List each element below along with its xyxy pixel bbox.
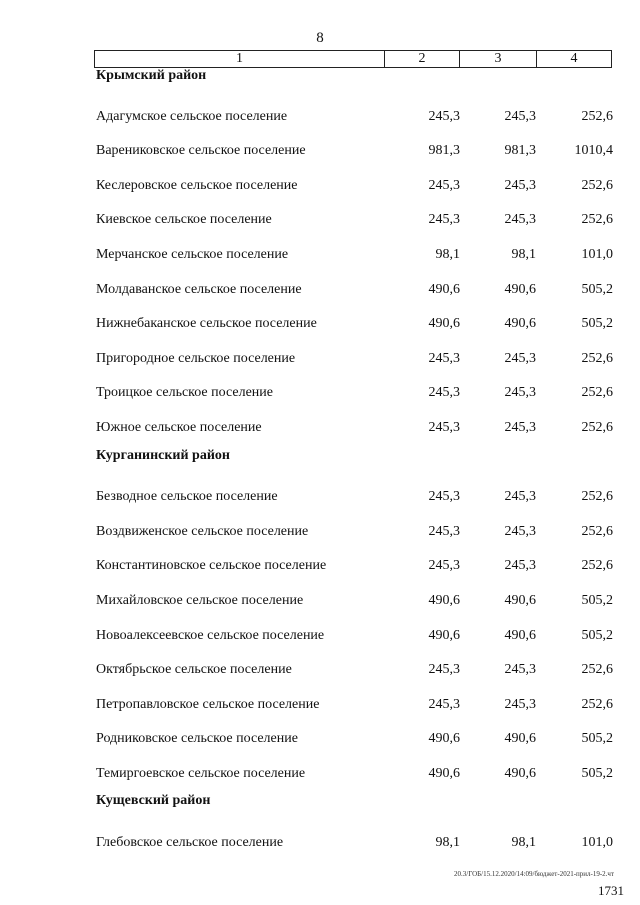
table-row [0, 826, 640, 861]
table-row [0, 411, 640, 446]
table-row [0, 203, 640, 238]
value-col-3: 245,3 [504, 212, 536, 228]
value-col-2: 245,3 [428, 662, 460, 678]
table-row [0, 549, 640, 584]
header-col-2: 2 [385, 51, 460, 67]
value-col-4: 101,0 [581, 835, 613, 851]
settlement-name: Мерчанское сельское поселение [96, 246, 289, 262]
table-row [0, 100, 640, 135]
value-col-4: 505,2 [581, 281, 613, 297]
sheet-number: 1731 [598, 883, 624, 898]
value-col-2: 245,3 [428, 177, 460, 193]
settlement-name: Воздвиженское сельское поселение [96, 523, 309, 539]
value-col-4: 252,6 [581, 385, 613, 401]
settlement-name: Молдаванское сельское поселение [96, 281, 302, 297]
value-col-3: 245,3 [504, 489, 536, 505]
settlement-name: Октябрьское сельское поселение [96, 662, 292, 678]
value-col-2: 490,6 [428, 765, 460, 781]
value-col-3: 245,3 [504, 662, 536, 678]
header-col-4: 4 [570, 51, 578, 66]
value-col-4: 505,2 [581, 592, 613, 608]
value-col-4: 252,6 [581, 212, 613, 228]
value-col-4: 252,6 [581, 177, 613, 193]
value-col-2: 98,1 [435, 246, 460, 262]
settlement-name: Пригородное сельское поселение [96, 350, 296, 366]
table-row [0, 134, 640, 169]
value-col-3: 245,3 [504, 385, 536, 401]
value-col-2: 245,3 [428, 696, 460, 712]
settlement-name: Кеслеровское сельское поселение [96, 177, 298, 193]
value-col-3: 98,1 [511, 835, 536, 851]
value-col-2: 245,3 [428, 212, 460, 228]
table-row [0, 584, 640, 619]
document-code: 20.3/ГОБ/15.12.2020/14:09/бюджет-2021-прил-19-2.чт [454, 870, 614, 878]
settlement-name: Южное сельское поселение [96, 419, 262, 435]
value-col-2: 245,3 [428, 385, 460, 401]
value-col-3: 245,3 [504, 108, 536, 124]
value-col-2: 490,6 [428, 281, 460, 297]
settlement-name: Безводное сельское поселение [96, 489, 278, 505]
district-name: Курганинский район [96, 447, 230, 463]
district-heading-row [0, 446, 640, 481]
value-col-2: 490,6 [428, 731, 460, 747]
table-row [0, 653, 640, 688]
value-col-4: 101,0 [581, 246, 613, 262]
settlement-name: Родниковское сельское поселение [96, 731, 298, 747]
value-col-4: 505,2 [581, 316, 613, 332]
district-name: Кущевский район [96, 793, 211, 809]
settlement-name: Варениковское сельское поселение [96, 143, 306, 159]
value-col-2: 245,3 [428, 558, 460, 574]
value-col-4: 252,6 [581, 662, 613, 678]
value-col-4: 1010,4 [574, 143, 613, 159]
table-row [0, 619, 640, 654]
value-col-4: 505,2 [581, 627, 613, 643]
table-row [0, 238, 640, 273]
value-col-2: 490,6 [428, 627, 460, 643]
district-heading-row [0, 65, 640, 100]
value-col-3: 490,6 [504, 627, 536, 643]
value-col-3: 490,6 [504, 765, 536, 781]
header-col-3: 3 [460, 51, 537, 67]
value-col-3: 245,3 [504, 350, 536, 366]
table-row [0, 169, 640, 204]
value-col-3: 490,6 [504, 731, 536, 747]
settlement-name: Глебовское сельское поселение [96, 835, 284, 851]
settlement-name: Константиновское сельское поселение [96, 558, 327, 574]
value-col-3: 981,3 [504, 143, 536, 159]
table-row [0, 480, 640, 515]
district-name: Крымский район [96, 68, 207, 83]
value-col-2: 490,6 [428, 316, 460, 332]
value-col-4: 252,6 [581, 558, 613, 574]
table-row [0, 342, 640, 377]
value-col-4: 252,6 [581, 523, 613, 539]
settlement-name: Михайловское сельское поселение [96, 592, 304, 608]
settlement-name: Троицкое сельское поселение [96, 385, 273, 401]
value-col-2: 981,3 [428, 143, 460, 159]
value-col-3: 245,3 [504, 177, 536, 193]
district-heading-row [0, 791, 640, 826]
value-col-3: 245,3 [504, 419, 536, 435]
value-col-4: 252,6 [581, 696, 613, 712]
value-col-2: 245,3 [428, 419, 460, 435]
value-col-3: 245,3 [504, 523, 536, 539]
settlement-name: Нижнебаканское сельское поселение [96, 316, 317, 332]
table-row [0, 722, 640, 757]
value-col-3: 490,6 [504, 316, 536, 332]
settlement-name: Петропавловское сельское поселение [96, 696, 320, 712]
value-col-3: 490,6 [504, 281, 536, 297]
value-col-4: 252,6 [581, 489, 613, 505]
value-col-2: 98,1 [435, 835, 460, 851]
settlement-name: Адагумское сельское поселение [96, 108, 288, 124]
value-col-2: 245,3 [428, 350, 460, 366]
table-row [0, 307, 640, 342]
settlement-name: Киевское сельское поселение [96, 212, 272, 228]
settlement-name: Новоалексеевское сельское поселение [96, 627, 325, 643]
table-row [0, 376, 640, 411]
header-col-1: 1 [95, 51, 385, 67]
table-body [0, 65, 640, 861]
value-col-3: 98,1 [511, 246, 536, 262]
value-col-2: 245,3 [428, 489, 460, 505]
value-col-3: 245,3 [504, 558, 536, 574]
value-col-2: 245,3 [428, 108, 460, 124]
value-col-3: 490,6 [504, 592, 536, 608]
value-col-4: 505,2 [581, 731, 613, 747]
value-col-3: 245,3 [504, 696, 536, 712]
value-col-4: 505,2 [581, 765, 613, 781]
value-col-2: 245,3 [428, 523, 460, 539]
settlement-name: Темиргоевское сельское поселение [96, 765, 306, 781]
page-number: 8 [316, 30, 324, 46]
table-row [0, 515, 640, 550]
value-col-2: 490,6 [428, 592, 460, 608]
table-row [0, 757, 640, 792]
value-col-4: 252,6 [581, 108, 613, 124]
value-col-4: 252,6 [581, 350, 613, 366]
table-row [0, 273, 640, 308]
table-row [0, 688, 640, 723]
value-col-4: 252,6 [581, 419, 613, 435]
